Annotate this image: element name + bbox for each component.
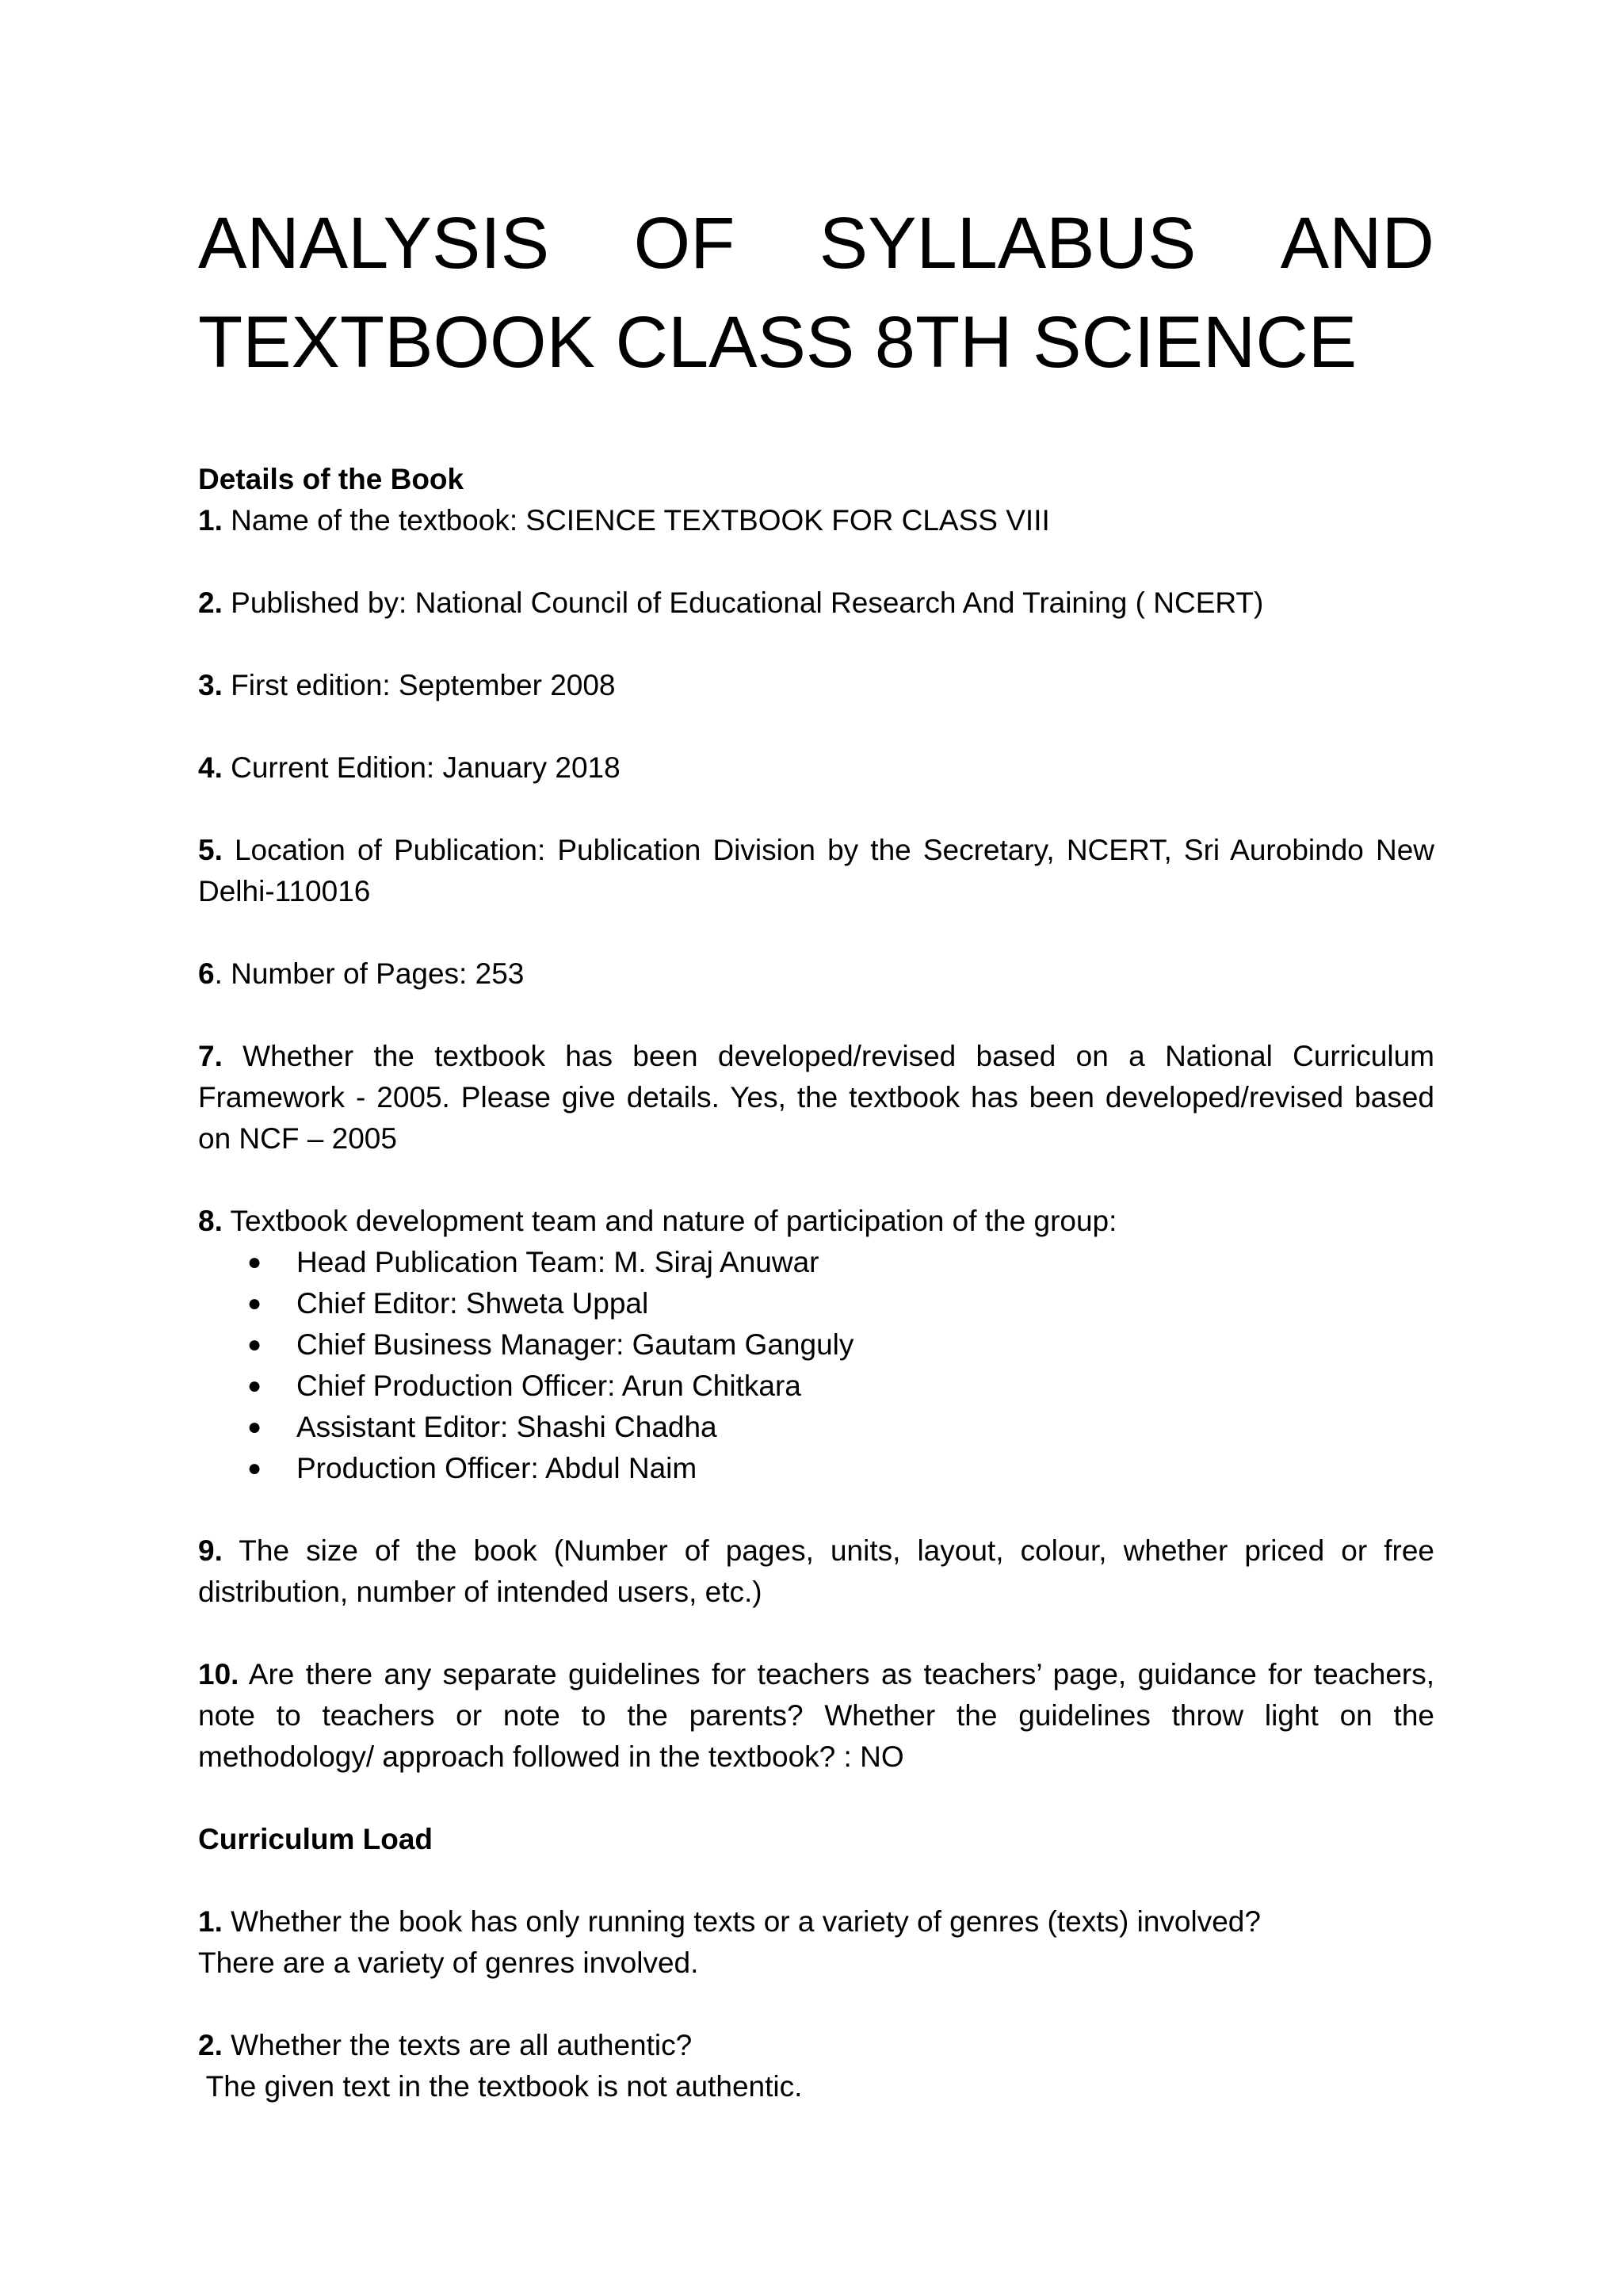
- team-member: Chief Editor: Shweta Uppal: [296, 1287, 649, 1320]
- details-item-3: [198, 665, 1434, 706]
- item-text: Current Edition: January 2018: [222, 751, 621, 784]
- list-item: [247, 1242, 1434, 1283]
- team-member: Production Officer: Abdul Naim: [296, 1452, 697, 1484]
- item-number: 2.: [198, 2029, 223, 2061]
- item-text: Name of the textbook: SCIENCE TEXTBOOK FOR CLASS VIII: [222, 504, 1050, 537]
- item-number: 1.: [198, 504, 223, 537]
- item-number: 3.: [198, 669, 223, 701]
- details-item-9: [198, 1530, 1434, 1613]
- bullet-icon: ●: [247, 1249, 262, 1275]
- item-number: 7.: [198, 1040, 223, 1072]
- team-member: Assistant Editor: Shashi Chadha: [296, 1411, 717, 1443]
- item-question: Whether the texts are all authentic?: [222, 2029, 693, 2061]
- title-word: SYLLABUS: [819, 203, 1197, 284]
- details-item-6: [198, 953, 1434, 995]
- title-word: ANALYSIS: [198, 203, 550, 284]
- details-item-1: [198, 500, 1434, 541]
- item-number: 9.: [198, 1534, 223, 1567]
- team-member: Chief Business Manager: Gautam Ganguly: [296, 1328, 854, 1361]
- item-text: Textbook development team and nature of participation of the group:: [222, 1205, 1117, 1237]
- item-number: 6: [198, 957, 215, 990]
- item-number: 1.: [198, 1905, 223, 1938]
- item-text: Location of Publication: Publication Division by the Secretary, NCERT, Sri Aurobindo New Delhi-110016: [198, 834, 1434, 907]
- curriculum-item-1: [198, 1901, 1434, 1943]
- details-item-5: [198, 830, 1434, 912]
- details-item-10: [198, 1654, 1434, 1778]
- item-text: The size of the book (Number of pages, units, layout, colour, whether priced or free distribution, number of intended users, etc.): [198, 1534, 1434, 1608]
- curriculum-heading: Curriculum Load: [198, 1823, 433, 1855]
- item-number: 8.: [198, 1205, 223, 1237]
- item-text: Are there any separate guidelines for teachers as teachers’ page, guidance for teachers, note to teachers or note to the parents? Whether the guidelines throw light on the methodology/ approach followed in the textbook? : NO: [198, 1658, 1434, 1773]
- title-word: OF: [633, 203, 735, 284]
- team-member: Chief Production Officer: Arun Chitkara: [296, 1370, 801, 1402]
- bullet-icon: ●: [247, 1414, 262, 1440]
- bullet-icon: ●: [247, 1290, 262, 1316]
- details-item-7: [198, 1036, 1434, 1159]
- item-number: 2.: [198, 586, 223, 619]
- curriculum-answer-2: The given text in the textbook is not authentic.: [198, 2070, 803, 2103]
- item-text: Published by: National Council of Educational Research And Training ( NCERT): [222, 586, 1264, 619]
- list-item: [247, 1407, 1434, 1448]
- item-text: First edition: September 2008: [222, 669, 616, 701]
- curriculum-answer-1: There are a variety of genres involved.: [198, 1946, 699, 1979]
- item-question: Whether the book has only running texts or a variety of genres (texts) involved?: [222, 1905, 1261, 1938]
- details-item-4: [198, 747, 1434, 789]
- bullet-icon: ●: [247, 1373, 262, 1399]
- item-text: . Number of Pages: 253: [214, 957, 525, 990]
- details-item-8: [198, 1201, 1434, 1242]
- item-number: 5.: [198, 834, 223, 866]
- document-title: [198, 194, 1434, 392]
- bullet-icon: ●: [247, 1455, 262, 1481]
- list-item: [247, 1324, 1434, 1366]
- title-line-1: [198, 194, 1434, 293]
- list-item: [247, 1448, 1434, 1489]
- team-list: [198, 1242, 1434, 1489]
- item-number: 4.: [198, 751, 223, 784]
- team-member: Head Publication Team: M. Siraj Anuwar: [296, 1246, 819, 1278]
- title-word: AND: [1280, 203, 1434, 284]
- details-heading: Details of the Book: [198, 463, 464, 495]
- item-text: Whether the textbook has been developed/revised based on a National Curriculum Framework - 2005. Please give details. Yes, the textbook has been developed/revised based on NCF – 2005: [198, 1040, 1434, 1155]
- bullet-icon: ●: [247, 1331, 262, 1358]
- list-item: [247, 1283, 1434, 1324]
- document-page: [198, 194, 1434, 2107]
- title-line-2: TEXTBOOK CLASS 8TH SCIENCE: [198, 302, 1358, 383]
- details-item-2: [198, 583, 1434, 624]
- list-item: [247, 1366, 1434, 1407]
- item-number: 10.: [198, 1658, 239, 1690]
- curriculum-item-2: [198, 2025, 1434, 2066]
